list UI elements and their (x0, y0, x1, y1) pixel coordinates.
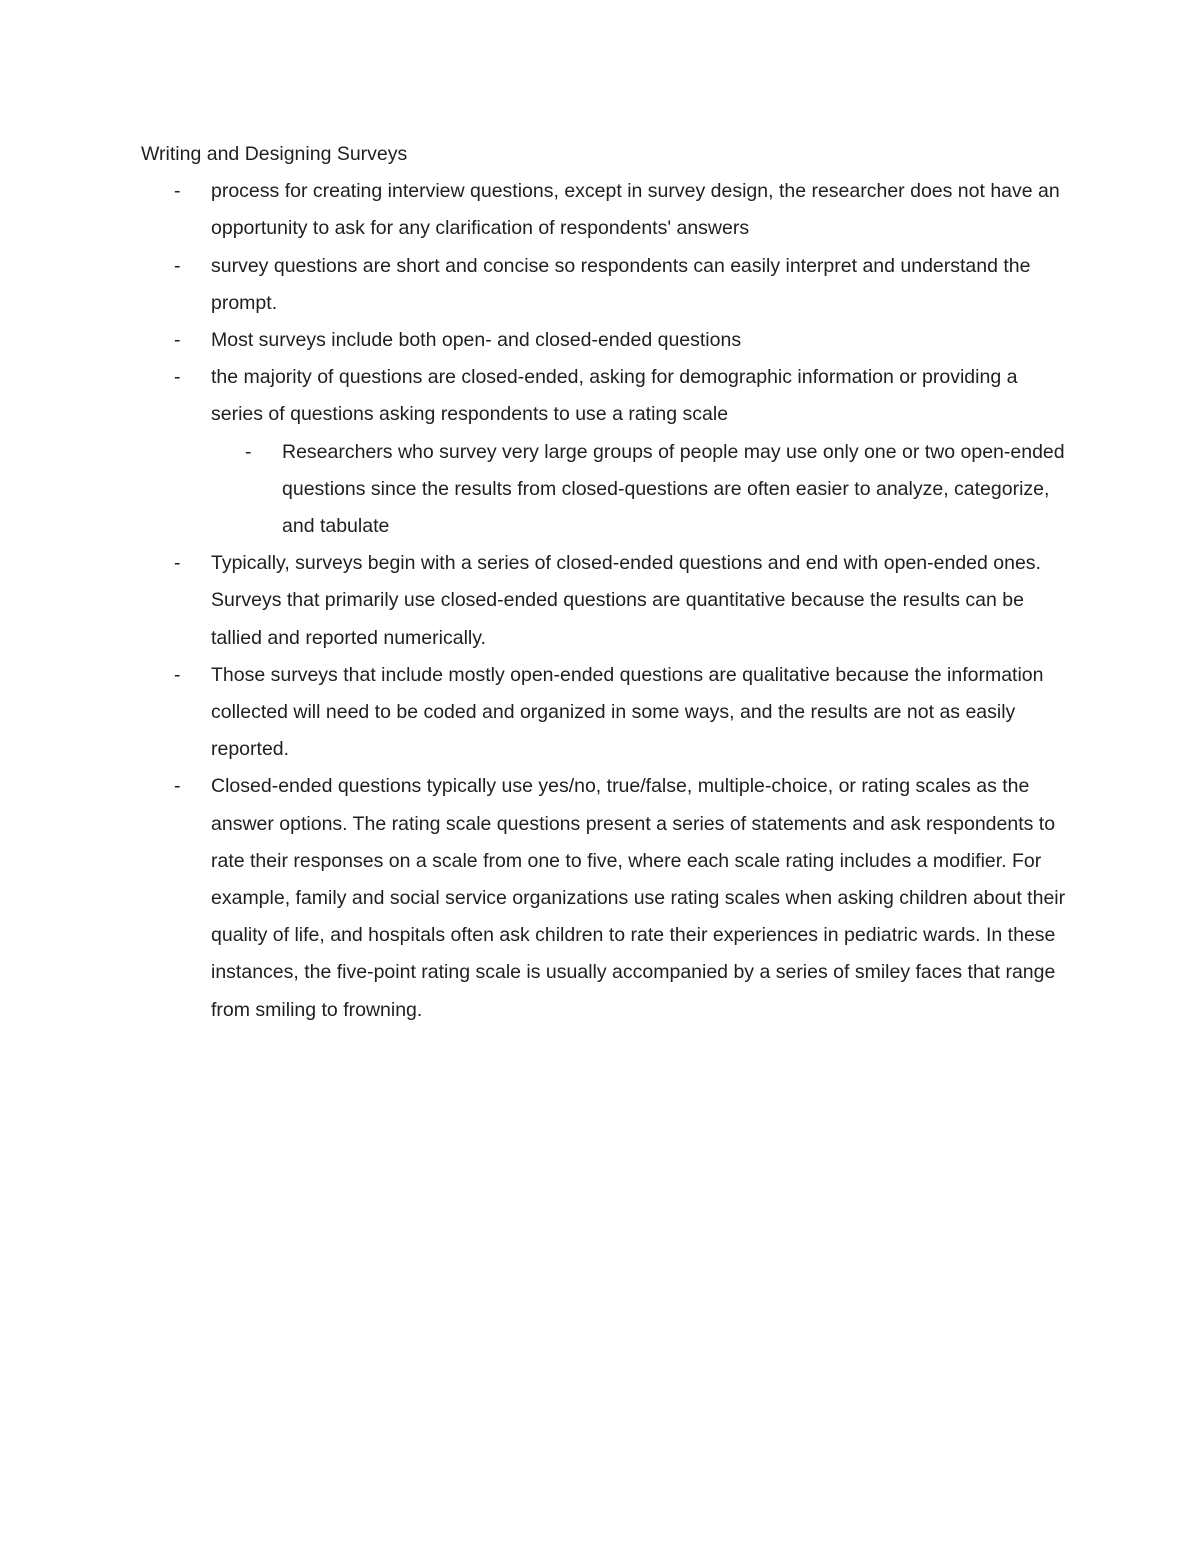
document-title: Writing and Designing Surveys (141, 143, 408, 165)
list-item (141, 657, 1071, 769)
list-item-text: process for creating interview questions, except in survey design, the researcher does not have an opportunity to ask for any clarification of respondents' answers (211, 180, 1060, 240)
bullet-dash: - (174, 775, 181, 798)
list-item-text: survey questions are short and concise so respondents can easily interpret and understand the prompt. (211, 254, 1031, 314)
bullet-list (141, 173, 1071, 1029)
list-item (141, 322, 1071, 359)
list-item-text: Researchers who survey very large groups of people may use only one or two open-ended questions since the results from closed-questions are often easier to analyze, categorize, and tabulate (282, 440, 1065, 538)
list-item (141, 359, 1071, 433)
bullet-dash: - (174, 663, 181, 686)
list-item (141, 248, 1071, 322)
nested-list-item (141, 434, 1071, 546)
list-item-text: Most surveys include both open- and closed-ended questions (211, 329, 742, 352)
list-item-text: the majority of questions are closed-ended, asking for demographic information or providing a series of questions asking respondents to use a rating scale (211, 366, 1018, 426)
list-item (141, 545, 1071, 657)
list-item-text: Closed-ended questions typically use yes/no, true/false, multiple-choice, or rating scales as the answer options. The rating scale questions present a series of statements and ask respondents to rate their responses on a scale from one to five, where each scale rating includes a modifier. For example, family and social service organizations use rating scales when asking children about their quality of life, and hospitals often ask children to rate their experiences in pediatric wards. In these instances, the five-point rating scale is usually accompanied by a series of smiley faces that range from smiling to frowning. (211, 775, 1066, 1021)
list-item (141, 768, 1071, 1028)
bullet-dash: - (174, 552, 181, 575)
list-item (141, 173, 1071, 247)
bullet-dash: - (174, 254, 181, 277)
document-body (141, 136, 1071, 1029)
bullet-dash: - (174, 180, 181, 203)
list-item-text: Typically, surveys begin with a series of closed-ended questions and end with open-ended ones. Surveys that primarily use closed-ended questions are quantitative because the results can be tallied and reported numerically. (211, 552, 1041, 649)
bullet-dash: - (174, 366, 181, 389)
bullet-dash: - (174, 329, 181, 352)
list-item-text: Those surveys that include mostly open-ended questions are qualitative because the information collected will need to be coded and organized in some ways, and the results are not as easily reported. (211, 663, 1044, 761)
bullet-dash: - (245, 440, 252, 463)
